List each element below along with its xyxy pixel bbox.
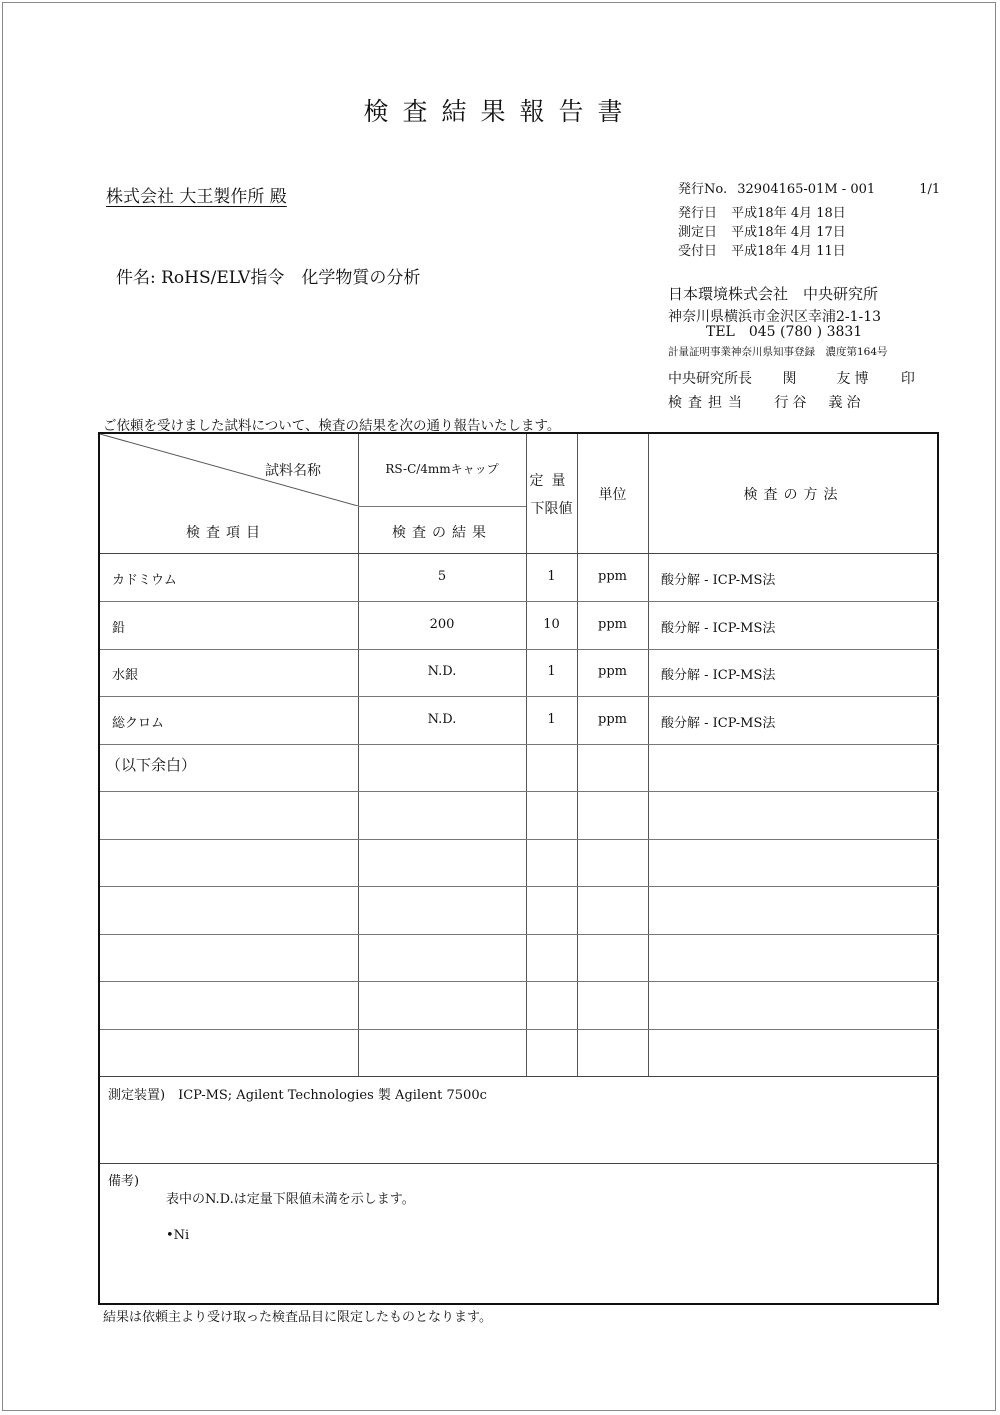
item-header: 検査項目 bbox=[186, 525, 266, 541]
row-method: 酸分解 - ICP-MS法 bbox=[661, 668, 776, 683]
issue-number-label: 発行No. bbox=[678, 182, 728, 197]
issue-number-line bbox=[678, 178, 940, 197]
row-result: 5 bbox=[437, 569, 447, 584]
row-limit: 1 bbox=[547, 712, 556, 727]
row-line bbox=[100, 934, 939, 935]
row-unit: ppm bbox=[598, 664, 627, 679]
col-divider-4 bbox=[648, 434, 649, 1076]
row-line bbox=[100, 886, 939, 887]
director-line bbox=[668, 368, 915, 388]
limit-header-2: 下限値 bbox=[530, 501, 573, 517]
remarks-label: 備考) bbox=[108, 1174, 140, 1189]
subject: 件名: RoHS/ELV指令 化学物質の分析 bbox=[116, 268, 421, 288]
row-method: 酸分解 - ICP-MS法 bbox=[661, 716, 776, 731]
staff-title: 検査担当 bbox=[668, 395, 748, 411]
equipment-note: 測定装置) ICP-MS; Agilent Technologies 製 Agilent 7500c bbox=[108, 1088, 487, 1103]
row-line bbox=[100, 839, 939, 840]
receipt-date: 平成18年 4月 11日 bbox=[731, 244, 846, 259]
row-result: 200 bbox=[429, 617, 455, 632]
lab-address: 神奈川県横浜市金沢区幸浦2-1-13 bbox=[668, 309, 882, 325]
intro-text: ご依頼を受けました試料について、検査の結果を次の通り報告いたします。 bbox=[103, 418, 561, 434]
row-line bbox=[100, 1029, 939, 1030]
header-split bbox=[358, 506, 526, 507]
method-header: 検査の方法 bbox=[743, 487, 844, 503]
report-title: 検査結果報告書 bbox=[363, 97, 637, 126]
row-line bbox=[100, 601, 939, 602]
row-unit: ppm bbox=[598, 712, 627, 727]
lab-registration: 計量証明事業神奈川県知事登録 濃度第164号 bbox=[668, 346, 888, 358]
table-body-bottom bbox=[100, 1076, 939, 1077]
equipment-bottom bbox=[100, 1163, 939, 1164]
sample-name-label: 試料名称 bbox=[265, 463, 321, 479]
measure-date: 平成18年 4月 17日 bbox=[731, 225, 846, 240]
row-limit: 10 bbox=[543, 617, 560, 632]
row-unit: ppm bbox=[598, 569, 627, 584]
row-unit: ppm bbox=[598, 617, 627, 632]
footer-note: 結果は依頼主より受け取った検査品目に限定したものとなります。 bbox=[103, 1310, 492, 1325]
row-method: 酸分解 - ICP-MS法 bbox=[661, 573, 776, 588]
staff-name: 行谷 義治 bbox=[774, 395, 865, 411]
remarks-item: •Ni bbox=[166, 1228, 190, 1243]
issue-date: 平成18年 4月 18日 bbox=[731, 206, 846, 221]
director-title: 中央研究所長 bbox=[668, 371, 752, 387]
recipient: 株式会社 大王製作所 殿 bbox=[106, 187, 287, 207]
row-result: N.D. bbox=[427, 664, 457, 679]
row-result: N.D. bbox=[427, 712, 457, 727]
measure-date-label: 測定日 bbox=[678, 225, 718, 240]
header-bottom bbox=[100, 553, 939, 554]
row-item: 総クロム bbox=[112, 716, 165, 731]
result-header: 検査の結果 bbox=[392, 525, 492, 541]
row-line bbox=[100, 744, 939, 745]
limit-header-1: 定量 bbox=[529, 473, 574, 489]
director-name: 関 友博 bbox=[782, 371, 873, 387]
col-divider-3 bbox=[577, 434, 578, 1076]
seal-mark: 印 bbox=[900, 371, 915, 387]
row-item: カドミウム bbox=[112, 573, 177, 588]
lab-tel: TEL 045 (780 ) 3831 bbox=[706, 324, 863, 340]
row-limit: 1 bbox=[547, 664, 556, 679]
row-line bbox=[100, 696, 939, 697]
staff-line bbox=[668, 392, 864, 412]
measure-date-line bbox=[678, 221, 846, 240]
row-line bbox=[100, 981, 939, 982]
row-limit: 1 bbox=[547, 569, 556, 584]
results-table bbox=[98, 432, 939, 1305]
issue-date-line bbox=[678, 202, 846, 221]
col-divider-2 bbox=[526, 434, 527, 1076]
row-line bbox=[100, 791, 939, 792]
issue-number: 32904165-01M - 001 bbox=[737, 182, 876, 197]
blank-note: （以下余白） bbox=[106, 756, 197, 774]
row-method: 酸分解 - ICP-MS法 bbox=[661, 621, 776, 636]
row-line bbox=[100, 649, 939, 650]
receipt-date-line bbox=[678, 240, 846, 259]
unit-header: 単位 bbox=[598, 487, 627, 503]
page-number: 1/1 bbox=[919, 182, 941, 197]
receipt-date-label: 受付日 bbox=[678, 244, 718, 259]
row-item: 鉛 bbox=[112, 621, 126, 636]
row-item: 水銀 bbox=[112, 668, 139, 683]
sample-name: RS-C/4mmキャップ bbox=[385, 462, 499, 476]
remarks-text: 表中のN.D.は定量下限値未満を示します。 bbox=[166, 1192, 415, 1207]
issue-date-label: 発行日 bbox=[678, 206, 718, 221]
lab-name: 日本環境株式会社 中央研究所 bbox=[668, 285, 879, 303]
